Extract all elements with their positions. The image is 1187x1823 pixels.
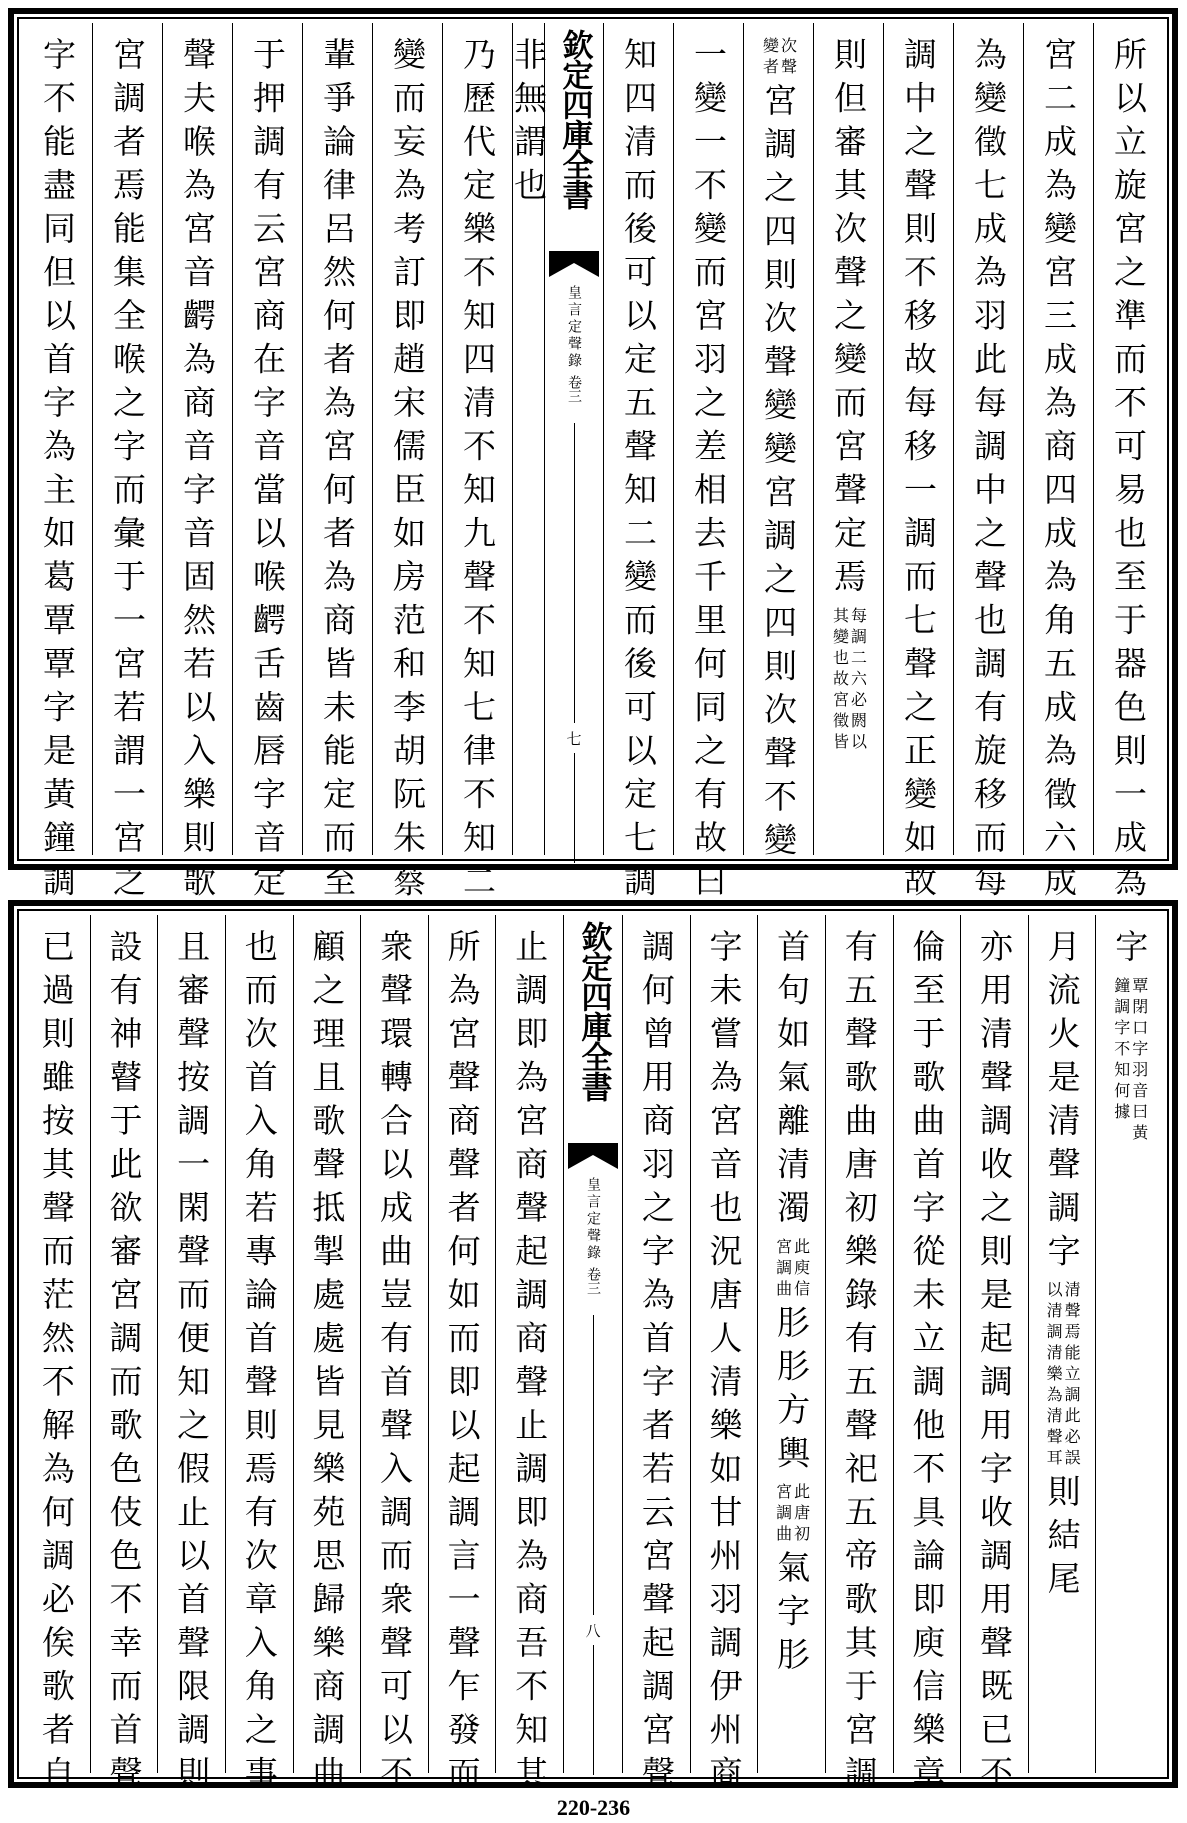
text-column [1095,915,1163,1773]
column-text: 也而次首入角若專論首聲則焉有次章入角之事 [239,929,279,1799]
annotation-text: 次聲 [778,37,798,79]
annotation-text: 以清調清樂為清聲耳 [1044,1281,1064,1470]
text-column [603,23,673,907]
column-text: 字不能盡同但以首字為主如葛覃覃字是黃鐘調 [37,37,77,907]
column-text: 首句如氣離清濁 [772,929,812,1234]
column-text: 宮調之四則次聲變變宮調之四則次聲不變 [759,83,798,866]
text-column [953,23,1023,907]
spine-book-title: 皇言定聲錄 [585,1177,601,1262]
text-column [883,23,953,907]
column-text: 一變一不變而宮羽之差相去千里何同之有故曰 [689,37,728,907]
text-column [23,915,90,1799]
annotation-text: 宮調曲 [773,1237,793,1301]
text-column [893,915,961,1799]
text-column [960,915,1028,1799]
text-column [508,23,548,855]
center-spine [563,915,622,1773]
column-text: 于押調有云宮商在字音當以喉齶舌齒唇字音定 [247,37,287,907]
text-column [372,23,442,907]
spine-rule [593,1315,594,1615]
annotation-text: 鐘調字不知何據 [1111,976,1131,1124]
page-folio-8 [8,900,1178,1799]
column-text: 亦用清聲調收之則是起調用字收調用聲既已不 [974,929,1014,1799]
annotation-pair [1113,977,1147,1145]
column-text: 所為宮聲商聲者何如而即以起調言一聲乍發而 [442,929,482,1799]
column-text: 且審聲按調一閑聲而便知之假止以首聲限調則 [172,929,212,1799]
text-column [622,915,690,1799]
spine-rule [574,423,575,723]
column-text: 知四清而後可以定五聲知二變而後可以定七調 [619,37,658,907]
column-text: 聲夫喉為宮音齶為商音字音固然若以入樂則歌 [177,37,217,907]
page-folio-7 [8,8,1178,907]
text-column [428,915,496,1799]
text-column [157,915,225,1799]
text-column [673,23,743,907]
text-column [743,23,813,866]
column-text: 止調即為宮商聲起調商聲止調即為商吾不知其 [510,929,550,1799]
text-column [1023,23,1093,907]
column-text: 則結尾 [1042,1474,1082,1605]
page-footer-number: 220-236 [556,1795,631,1820]
text-column [1093,23,1163,907]
column-text: 乃歷代定樂不知四清不知九聲不知七律不知二 [457,37,497,907]
text-column [495,915,563,1799]
spine-volume: 卷三 [566,375,582,403]
center-spine [544,23,603,855]
text-column [813,23,883,855]
column-text: 月流火是清聲調字 [1042,929,1082,1277]
folio-number: 七 [566,730,582,748]
annotation-pair [775,1238,809,1301]
column-text: 則但審其次聲之變而宮聲定焉 [829,37,868,603]
text-column [92,23,162,907]
text-column [1028,915,1096,1773]
spine-title: 欽定四庫全書 [575,921,612,1101]
annotation-text: 此庾信 [791,1237,811,1301]
column-text: 變而妄為考訂即趙宋儒臣如房范和李胡阮朱蔡 [387,37,427,907]
annotation-text: 變者 [760,37,780,79]
annotation-text: 每調二六必閼以 [848,606,868,754]
annotation-text: 清聲焉能立調此必誤 [1062,1281,1082,1470]
column-text: 已過則雖按其聲而茫然不解為何調必俟歌者自 [36,929,76,1799]
column-text: 字 [1110,929,1150,973]
column-text: 宮二成為變宮三成為商四成為角五成為徵六成 [1039,37,1078,907]
text-column [225,915,293,1799]
text-column [825,915,893,1799]
column-text: 非無謂也 [508,37,548,211]
column-text: 有五聲歌曲唐初樂錄有五聲祀五帝歌其于宮調 [839,929,879,1799]
spine-rule [593,1645,594,1775]
column-text: 顧之理且歌聲抵掣處處皆見樂苑思歸樂商調曲 [307,929,347,1799]
text-column [90,915,158,1799]
text-column [232,23,302,907]
fishtail-upper-icon [549,251,599,277]
annotation-text: 其變也故宮徵皆 [830,606,850,754]
annotation-text: 宮調曲 [773,1482,793,1546]
text-column [23,23,92,907]
annotation-text: 覃閉口字羽音曰黃 [1129,976,1149,1145]
spine-volume: 卷三 [585,1267,601,1295]
column-text: 宮調者焉能集全喉之字而彙于一宮若謂一宮之 [107,37,147,907]
spine-title: 欽定四庫全書 [556,29,593,209]
folio-number: 八 [585,1622,601,1640]
spine-book-title: 皇言定聲錄 [566,285,582,370]
column-text: 氣字肜 [772,1549,812,1680]
column-text: 肜肜方輿 [772,1304,812,1479]
column-text: 倫至于歌曲首字從未立調他不具論即庾信樂章 [907,929,947,1799]
text-column [360,915,428,1799]
text-column [690,915,758,1799]
column-text: 調何曾用商羽之字為首字者若云宮聲起調宮聲 [636,929,676,1799]
fishtail-upper-icon [568,1143,618,1169]
spine-rule [574,753,575,863]
text-column [757,915,825,1773]
column-text: 字未嘗為宮音也況唐人清樂如甘州羽調伊州商 [704,929,744,1799]
text-column [162,23,232,907]
column-text: 調中之聲則不移故每移一調而七聲之正變如故 [899,37,938,907]
annotation-pair [775,1483,809,1546]
annotation-pair [1044,1281,1082,1470]
text-column [293,915,361,1799]
annotation-pair [762,37,796,79]
column-text: 衆聲環轉合以成曲豈有首聲入調而衆聲可以不 [374,929,414,1799]
text-column [302,23,372,907]
column-text: 所以立旋宮之準而不可易也至于器色則一成為 [1109,37,1148,907]
text-column [442,23,512,907]
annotation-pair [832,607,866,754]
annotation-text: 此唐初 [791,1482,811,1546]
column-text: 為變徵七成為羽此每調中之聲也調有旋移而每 [969,37,1008,907]
column-text: 輩爭論律呂然何者為宮何者為商皆未能定而至 [317,37,357,907]
column-text: 設有神瞽于此欲審宮調而歌色伎色不幸而首聲 [104,929,144,1799]
